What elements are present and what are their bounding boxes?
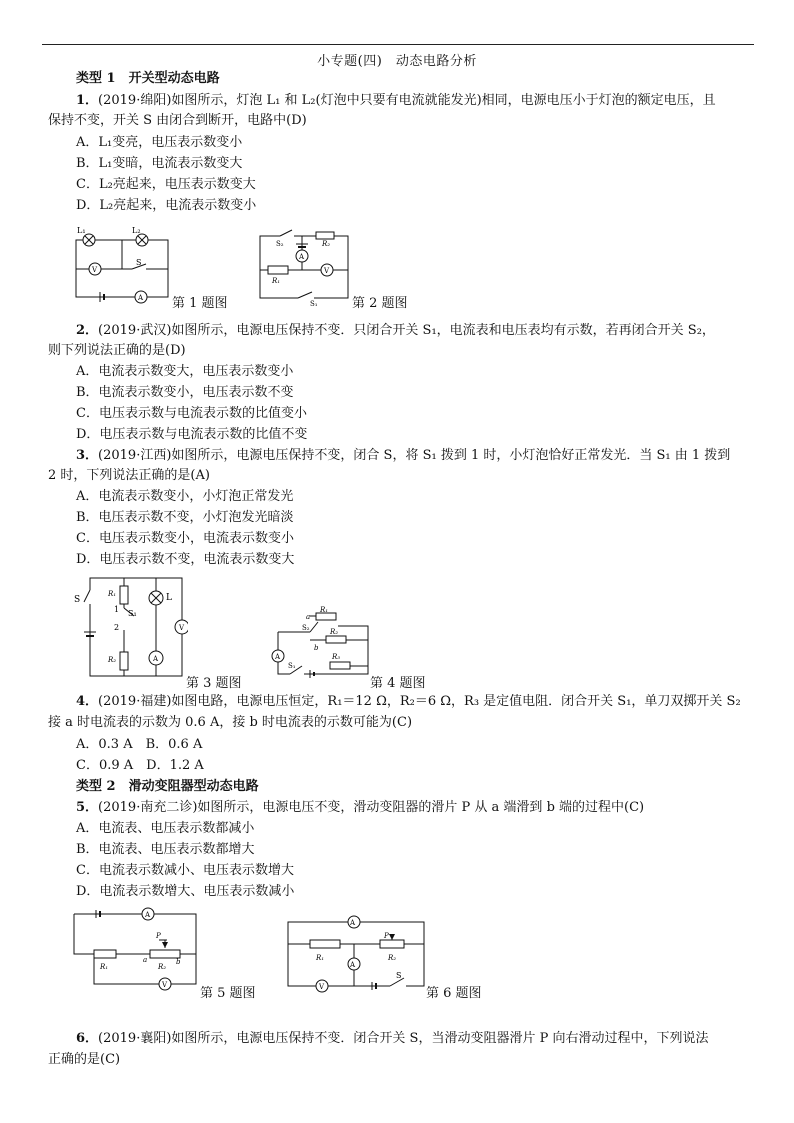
question-number: 4． — [76, 694, 99, 709]
section-heading-2: 类型 2 滑动变阻器型动态电路 — [76, 779, 259, 794]
figure-5-circuit — [70, 906, 200, 996]
label-R1: R₁ — [108, 590, 117, 598]
label-a: a — [143, 956, 148, 964]
q1-option-c: C．L₂亮起来，电压表示数变大 — [76, 177, 256, 192]
question-6-line1 — [76, 1030, 708, 1048]
label-P: P — [156, 932, 161, 940]
q1-option-a: A．L₁变亮，电压表示数变小 — [76, 135, 243, 150]
question-number: 3． — [76, 448, 99, 463]
q3-option-b: B．电压表示数不变，小灯泡发光暗淡 — [76, 510, 294, 525]
label-S2: S₂ — [276, 240, 284, 248]
question-1-line1 — [76, 92, 716, 110]
voltmeter-label: V — [319, 983, 325, 991]
ammeter-label: A — [153, 655, 159, 663]
label-R2: R₂ — [330, 628, 339, 636]
ammeter-label: A — [275, 653, 281, 661]
label-2: 2 — [114, 623, 120, 632]
label-a: a — [306, 613, 311, 621]
caption-fig4: 第 4 题图 — [370, 676, 426, 691]
question-3-line1 — [76, 447, 730, 465]
q1-option-d: D．L₂亮起来，电流表示数变小 — [76, 198, 257, 213]
caption-fig5: 第 5 题图 — [200, 986, 256, 1001]
label-b: b — [314, 644, 319, 652]
question-number: 5． — [76, 800, 99, 815]
page-title: 小专题(四) 动态电路分析 — [317, 54, 477, 69]
q5-option-a: A．电流表、电压表示数都减小 — [76, 821, 255, 836]
top-rule — [42, 44, 754, 45]
question-3-line2: 2 时，下列说法正确的是(A) — [48, 468, 210, 483]
question-5-line1 — [76, 799, 644, 817]
label-R1: R₁ — [272, 277, 281, 285]
label-R2: R₂ — [158, 963, 167, 971]
question-text: (2019·襄阳)如图所示，电源电压保持不变．闭合开关 S，当滑动变阻器滑片 P 向右滑动过程中，下列说法 — [98, 1031, 709, 1046]
figure-3-circuit — [70, 572, 188, 682]
question-4-line1 — [76, 693, 741, 711]
question-text: (2019·南充二诊)如图所示，电源电压不变，滑动变阻器的滑片 P 从 a 端滑到 b 端的过程中(C) — [98, 800, 645, 815]
figure-6-circuit — [284, 910, 426, 996]
voltmeter-label: V — [179, 624, 185, 632]
label-P: P — [384, 932, 389, 940]
q5-option-b: B．电流表、电压表示数都增大 — [76, 842, 255, 857]
label-S1: S₁ — [128, 609, 137, 618]
q1-option-b: B．L₁变暗，电流表示数变大 — [76, 156, 243, 171]
label-R1: R₁ — [320, 606, 329, 614]
label-S: S — [136, 258, 142, 267]
figure-4-circuit — [266, 606, 370, 682]
q4-options-row2: C．0.9 A D．1.2 A — [76, 758, 204, 773]
q4-options-row1: A．0.3 A B．0.6 A — [76, 737, 203, 752]
question-1-line2: 保持不变，开关 S 由闭合到断开，电路中(D) — [48, 113, 307, 128]
voltmeter-label: V — [324, 267, 330, 275]
label-L2: L₂ — [132, 226, 141, 235]
ammeter-label: A — [350, 919, 356, 927]
q2-option-d: D．电压表示数与电流表示数的比值不变 — [76, 427, 308, 442]
q2-option-a: A．电流表示数变大，电压表示数变小 — [76, 364, 294, 379]
question-text: (2019·绵阳)如图所示，灯泡 L₁ 和 L₂(灯泡中只要有电流就能发光)相同，电源电压小于灯泡的额定电压，且 — [98, 93, 716, 108]
label-R2: R₂ — [108, 656, 117, 664]
label-R1: R₁ — [100, 963, 109, 971]
caption-fig1: 第 1 题图 — [172, 296, 228, 311]
question-2-line2: 则下列说法正确的是(D) — [48, 343, 186, 358]
q2-option-c: C．电压表示数与电流表示数的比值变小 — [76, 406, 307, 421]
label-L1: L₁ — [77, 226, 86, 235]
q3-option-c: C．电压表示数变小，电流表示数变小 — [76, 531, 294, 546]
question-text: (2019·福建)如图电路，电源电压恒定，R₁＝12 Ω，R₂＝6 Ω，R₃ 是定值电阻．闭合开关 S₁，单刀双掷开关 S₂ — [98, 694, 741, 709]
label-R2: R₂ — [388, 954, 397, 962]
section-heading-1: 类型 1 开关型动态电路 — [76, 71, 220, 86]
ammeter-label: A — [145, 911, 151, 919]
q2-option-b: B．电流表示数变小，电压表示数不变 — [76, 385, 294, 400]
voltmeter-label: V — [162, 981, 168, 989]
question-number: 1． — [76, 93, 99, 108]
question-6-line2: 正确的是(C) — [48, 1052, 121, 1067]
figure-1-circuit — [72, 224, 172, 306]
label-S: S — [74, 595, 81, 605]
ammeter-label: A — [299, 253, 305, 261]
question-text: (2019·江西)如图所示，电源电压保持不变，闭合 S，将 S₁ 拨到 1 时，小灯泡恰好正常发光．当 S₁ 由 1 拨到 — [98, 448, 731, 463]
label-b: b — [176, 958, 181, 966]
label-L: L — [166, 593, 172, 603]
label-R1: R₁ — [316, 954, 325, 962]
q3-option-a: A．电流表示数变小，小灯泡正常发光 — [76, 489, 294, 504]
q5-option-c: C．电流表示数减小、电压表示数增大 — [76, 863, 294, 878]
caption-fig2: 第 2 题图 — [352, 296, 408, 311]
label-S1: S₁ — [310, 300, 318, 308]
voltmeter-label: V — [92, 266, 98, 274]
question-number: 2． — [76, 323, 99, 338]
question-text: (2019·武汉)如图所示，电源电压保持不变．只闭合开关 S₁，电流表和电压表均有示数，若再闭合开关 S₂， — [98, 323, 715, 338]
question-2-line1 — [76, 322, 715, 340]
label-1: 1 — [114, 605, 120, 614]
question-number: 6． — [76, 1031, 99, 1046]
q5-option-d: D．电流表示数增大、电压表示数减小 — [76, 884, 295, 899]
label-S2: S₂ — [302, 624, 310, 632]
label-S: S — [396, 971, 402, 980]
caption-fig3: 第 3 题图 — [186, 676, 242, 691]
q3-option-d: D．电压表示数不变，电流表示数变大 — [76, 552, 295, 567]
label-R2: R₂ — [322, 240, 331, 248]
label-R3: R₃ — [332, 653, 341, 661]
label-S1: S₁ — [288, 662, 296, 670]
figure-2-circuit — [254, 226, 352, 308]
ammeter-label: A — [138, 294, 144, 302]
ammeter-label-2: A — [350, 961, 356, 969]
question-4-line2: 接 a 时电流表的示数为 0.6 A，接 b 时电流表的示数可能为(C) — [48, 715, 413, 730]
caption-fig6: 第 6 题图 — [426, 986, 482, 1001]
